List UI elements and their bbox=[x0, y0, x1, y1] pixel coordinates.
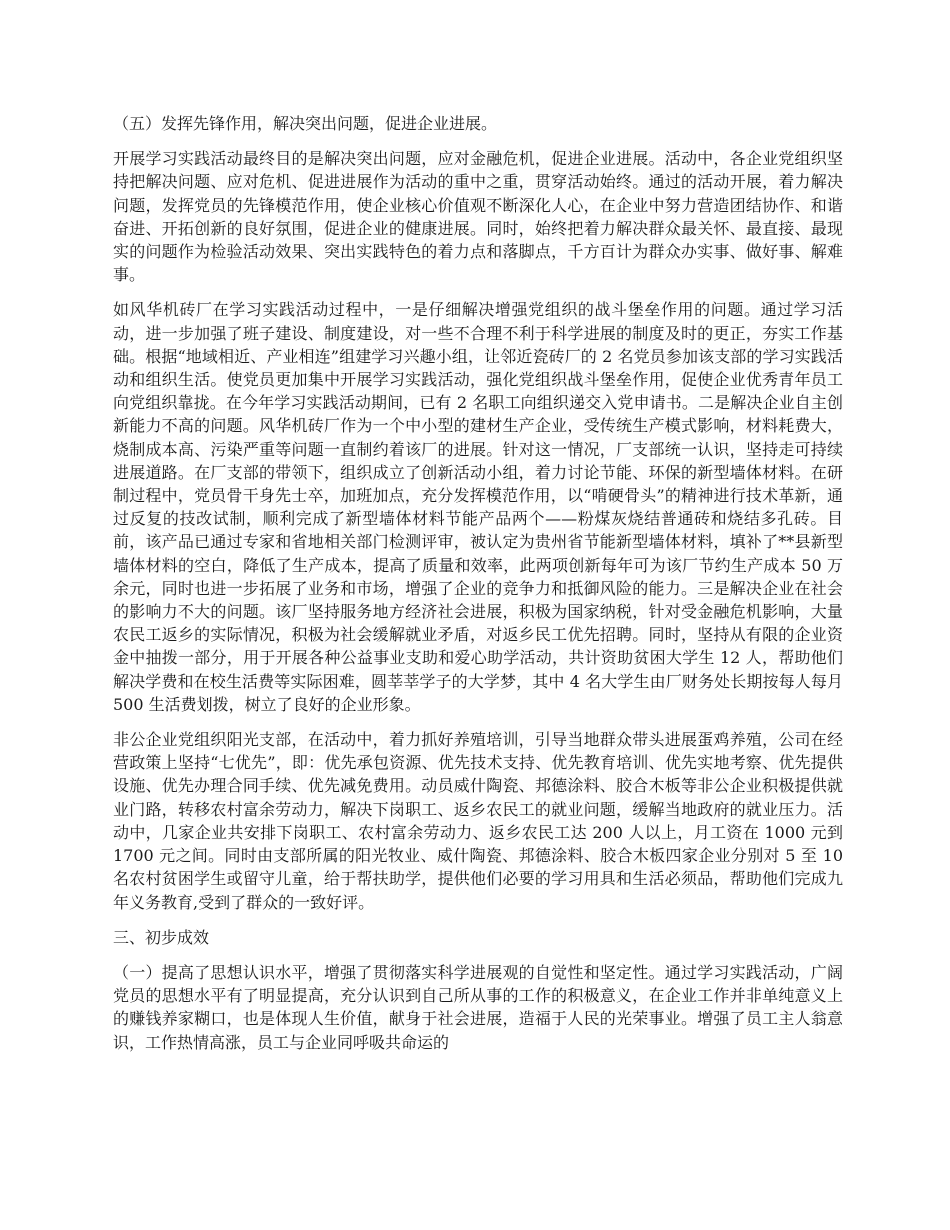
document-page bbox=[113, 112, 843, 1054]
section-heading-5: （五）发挥先锋作用，解决突出问题，促进企业进展。 bbox=[113, 114, 498, 133]
paragraph-4: （一）提高了思想认识水平，增强了贯彻落实科学进展观的自觉性和坚定性。通过学习实践活动，广阔党员的思想水平有了明显提高，充分认识到自己所从事的工作的积极意义，在企业工作并非单纯意义上的赚钱养家糊口，也是体现人生价值，献身于社会进展，造福于人民的光荣事业。增强了员工主人翁意识，工作热情高涨，员工与企业同呼吸共命运的 bbox=[113, 962, 843, 1052]
section-heading-3: 三、初步成效 bbox=[113, 927, 210, 947]
paragraph-1: 开展学习实践活动最终目的是解决突出问题，应对金融危机，促进企业进展。活动中，各企业党组织坚持把解决问题、应对危机、促进进展作为活动的重中之重，贯穿活动始终。通过的活动开展，着力解决问题，发挥党员的先锋模范作用，使企业核心价值观不断深化人心，在企业中努力营造团结协作、和谐奋进、开拓创新的良好氛围，促进企业的健康进展。同时，始终把着力解决群众最关怀、最直接、最现实的问题作为检验活动效果、突出实践特色的着力点和落脚点，千方百计为群众办实事、做好事、解难事。 bbox=[113, 149, 843, 285]
paragraph-3: 非公企业党组织阳光支部，在活动中，着力抓好养殖培训，引导当地群众带头进展蛋鸡养殖，公司在经营政策上坚持“七优先”，即：优先承包资源、优先技术支持、优先教育培训、优先实地考察、优先提供设施、优先办理合同手续、优先减免费用。动员威什陶瓷、邦德涂料、胶合木板等非公企业积极提供就业门路，转移农村富余劳动力，解决下岗职工、返乡农民工的就业问题，缓解当地政府的就业压力。活动中，几家企业共安排下岗职工、农村富余劳动力、返乡农民工达 200 人以上，月工资在 1000 元到 1700 元之间。同时由支部所属的阳光牧业、威什陶瓷、邦德涂料、胶合木板四家企业分别对 5 至 10 名农村贫困学生或留守儿童，给于帮扶助学，提供他们必要的学习用具和生活必须品，帮助他们完成九年义务教育,受到了群众的一致好评。 bbox=[113, 730, 843, 912]
paragraph-2: 如风华机砖厂在学习实践活动过程中，一是仔细解决增强党组织的战斗堡垒作用的问题。通过学习活动，进一步加强了班子建设、制度建设，对一些不合理不利于科学进展的制度及时的更正，夯实工作基础。根据“地域相近、产业相连”组建学习兴趣小组，让邻近瓷砖厂的 2 名党员参加该支部的学习实践活动和组织生活。使党员更加集中开展学习实践活动，强化党组织战斗堡垒作用，促使企业优秀青年员工向党组织靠拢。在今年学习实践活动期间，已有 2 名职工向组织递交入党申请书。二是解决企业自主创新能力不高的问题。风华机砖厂作为一个中小型的建材生产企业，受传统生产模式影响，材料耗费大，烧制成本高、污染严重等问题一直制约着该厂的进展。针对这一情况，厂支部统一认识，坚持走可持续进展道路。在厂支部的带领下，组织成立了创新活动小组，着力讨论节能、环保的新型墙体材料。在研制过程中，党员骨干身先士卒，加班加点，充分发挥模范作用，以“啃硬骨头”的精神进行技术革新，通过反复的技改试制，顺利完成了新型墙体材料节能产品两个——粉煤灰烧结普通砖和烧结多孔砖。目前，该产品已通过专家和省地相关部门检测评审，被认定为贵州省节能新型墙体材料，填补了**县新型墙体材料的空白，降低了生产成本，提高了质量和效率，此两项创新每年可为该厂节约生产成本 50 万余元，同时也进一步拓展了业务和市场，增强了企业的竞争力和抵御风险的能力。三是解决企业在社会的影响力不大的问题。该厂坚持服务地方经济社会进展，积极为国家纳税，针对受金融危机影响，大量农民工返乡的实际情况，积极为社会缓解就业矛盾，对返乡民工优先招聘。同时，坚持从有限的企业资金中抽拨一部分，用于开展各种公益事业支助和爱心助学活动，共计资助贫困大学生 12 人，帮助他们解决学费和在校生活费等实际困难，圆莘莘学子的大学梦，其中 4 名大学生由厂财务处长期按每人每月 500 生活费划拨，树立了良好的企业形象。 bbox=[113, 300, 843, 714]
